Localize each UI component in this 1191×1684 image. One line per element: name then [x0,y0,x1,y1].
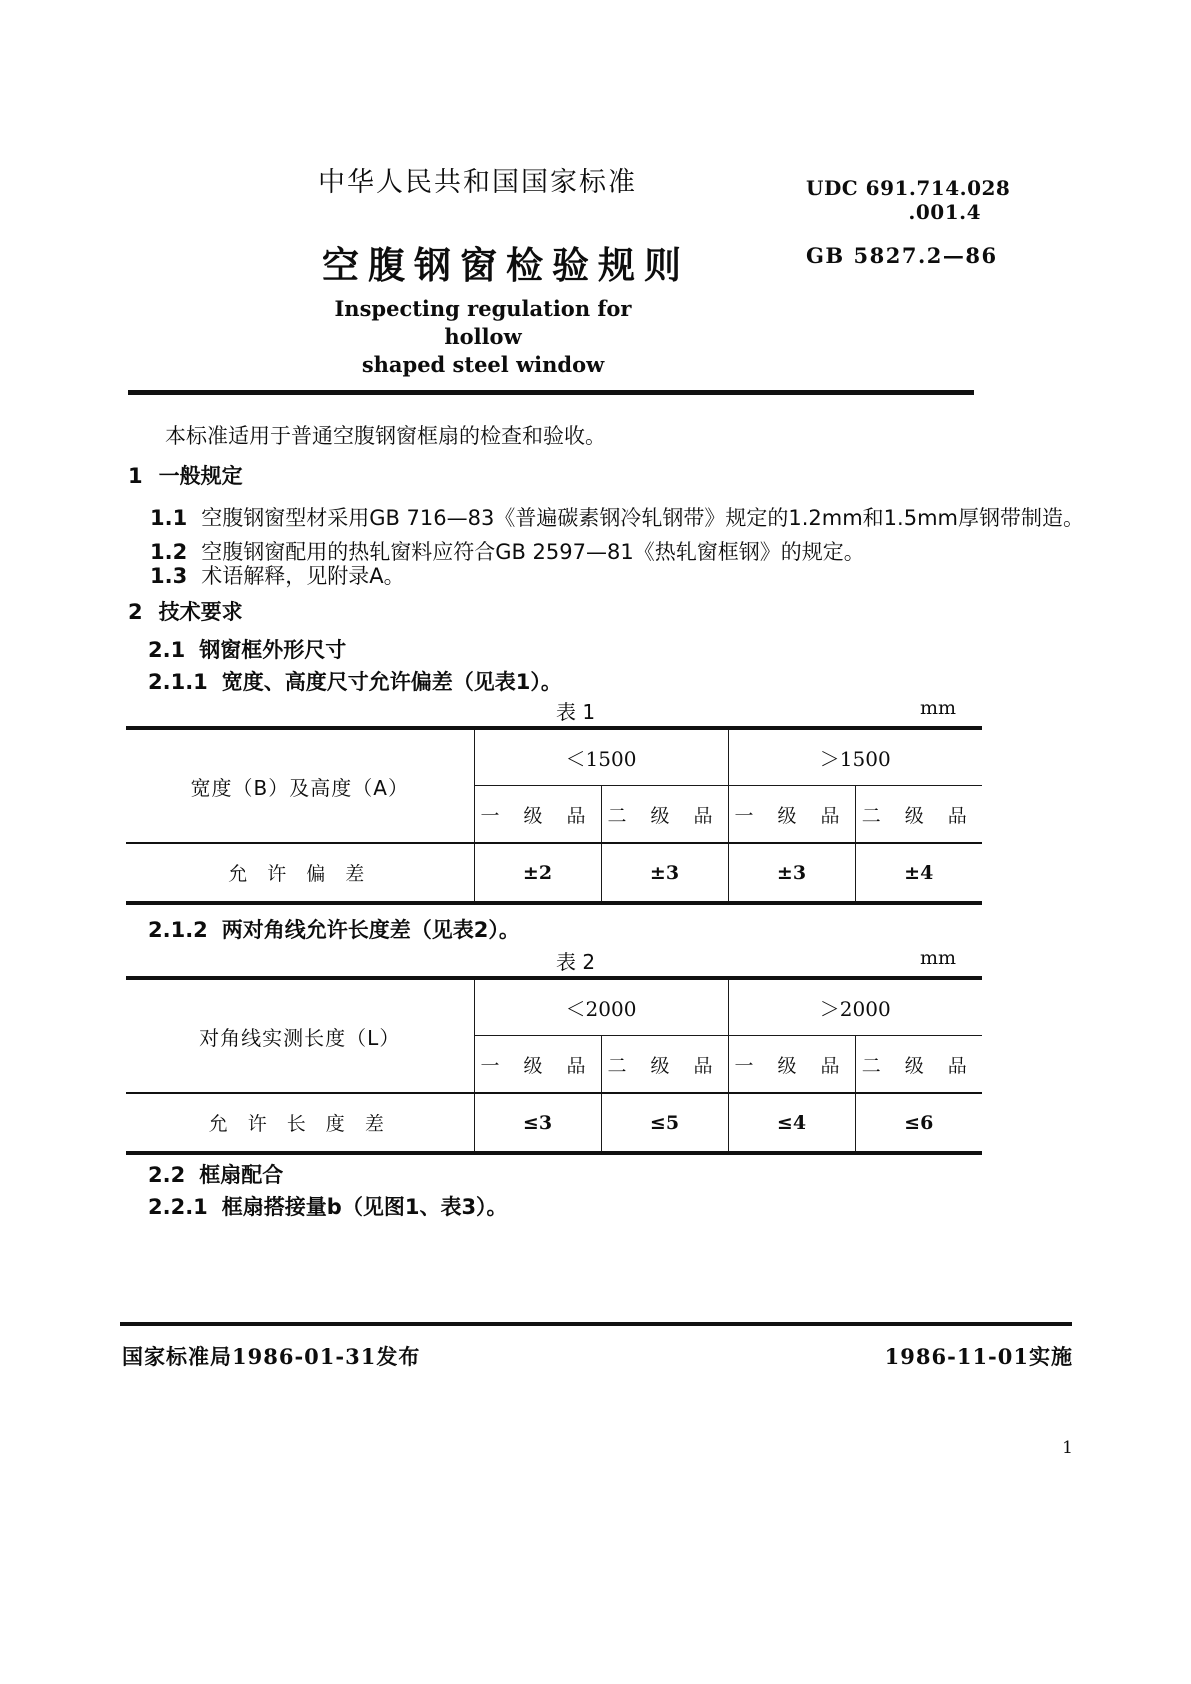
clause-2-2-number: 2.2 [148,1163,186,1187]
document-title-en-line2: shaped steel window [361,352,605,377]
clause-2-1-2-text: 两对角线允许长度差（见表2）。 [221,918,520,942]
clause-2-1-text: 钢窗框外形尺寸 [199,638,347,662]
table-1-value-row-label: 允 许 偏 差 [126,843,474,903]
clause-2-1-1-number: 2.1.1 [148,670,208,694]
table-2-group-header-2: ＞2000 [728,978,982,1036]
clause-1-1-text: 空腹钢窗型材采用GB 716—83《普遍碳素钢冷轧钢带》规定的1.2mm和1.5mm厚钢带制造。 [201,506,1084,530]
clause-2-1-1 [148,668,562,696]
table-2-value-4: ≤6 [855,1093,982,1153]
udc-code-line1: UDC 691.714.028 [806,176,1011,200]
clause-2-1-number: 2.1 [148,638,186,662]
header-divider-rule [128,390,974,395]
clause-2-2-text: 框扇配合 [199,1163,284,1187]
table-1-unit: mm [920,697,957,719]
clause-1-1 [150,504,1084,532]
section-2-title: 技术要求 [158,600,243,624]
table-2-sub-header-4: 二 级 品 [855,1036,982,1094]
section-1-title: 一般规定 [158,464,243,488]
table-1-caption: 表 1 [556,700,596,724]
clause-1-2-number: 1.2 [150,540,188,564]
clause-1-3-number: 1.3 [150,564,188,588]
clause-1-3 [150,562,405,590]
table-row [126,843,982,903]
table-1-sub-header-2: 二 级 品 [601,786,728,844]
table-1 [126,726,982,905]
scope-paragraph: 本标准适用于普通空腹钢窗框扇的检查和验收。 [165,424,606,448]
table-1-value-2: ±3 [601,843,728,903]
table-2 [126,976,982,1155]
table-1-value-1: ±2 [474,843,601,903]
clause-2-2-1 [148,1193,508,1221]
table-row [126,978,982,1036]
table-row [126,728,982,786]
table-1-group-header-1: ＜1500 [474,728,728,786]
footer-divider-rule [120,1322,1072,1326]
table-2-value-row-label: 允 许 长 度 差 [126,1093,474,1153]
table-1-group-header-2: ＞1500 [728,728,982,786]
section-2-heading [128,598,243,626]
table-1-value-3: ±3 [728,843,855,903]
clause-1-3-text: 术语解释，见附录A。 [201,564,405,588]
table-1-sub-header-3: 一 级 品 [728,786,855,844]
table-2-value-3: ≤4 [728,1093,855,1153]
table-1-row-header: 宽度（B）及高度（A） [126,728,474,843]
clause-2-2 [148,1161,283,1189]
table-2-unit: mm [920,947,957,969]
section-1-number: 1 [128,464,143,488]
section-1-heading [128,462,243,490]
standard-number: GB 5827.2—86 [806,243,998,268]
table-2-sub-header-3: 一 级 品 [728,1036,855,1094]
document-title-cn: 空腹钢窗检验规则 [322,244,690,287]
effective-date: 1986-11-01实施 [884,1344,1073,1369]
table-2-sub-header-1: 一 级 品 [474,1036,601,1094]
table-2-value-1: ≤3 [474,1093,601,1153]
document-title-en [318,295,648,379]
table-2-sub-header-2: 二 级 品 [601,1036,728,1094]
table-1-value-4: ±4 [855,843,982,903]
clause-2-1 [148,636,346,664]
udc-code-line2: .001.4 [908,200,981,224]
table-2-value-2: ≤5 [601,1093,728,1153]
clause-2-1-1-text: 宽度、高度尺寸允许偏差（见表1）。 [221,670,562,694]
table-1-sub-header-4: 二 级 品 [855,786,982,844]
table-2-group-header-1: ＜2000 [474,978,728,1036]
issued-date: 国家标准局1986-01-31发布 [122,1344,421,1369]
table-1-sub-header-1: 一 级 品 [474,786,601,844]
table-2-row-header: 对角线实测长度（L） [126,978,474,1093]
clause-2-2-1-text: 框扇搭接量b（见图1、表3）。 [221,1195,508,1219]
clause-2-1-2 [148,916,520,944]
clause-2-1-2-number: 2.1.2 [148,918,208,942]
document-title-en-line1: Inspecting regulation for hollow [334,296,632,349]
section-2-number: 2 [128,600,143,624]
table-2-caption: 表 2 [556,950,596,974]
clause-1-2-text: 空腹钢窗配用的热轧窗料应符合GB 2597—81《热轧窗框钢》的规定。 [201,540,865,564]
clause-1-1-number: 1.1 [150,506,188,530]
table-row [126,1093,982,1153]
national-standard-line: 中华人民共和国国家标准 [318,167,637,198]
clause-2-2-1-number: 2.2.1 [148,1195,208,1219]
page-number: 1 [1062,1438,1073,1458]
